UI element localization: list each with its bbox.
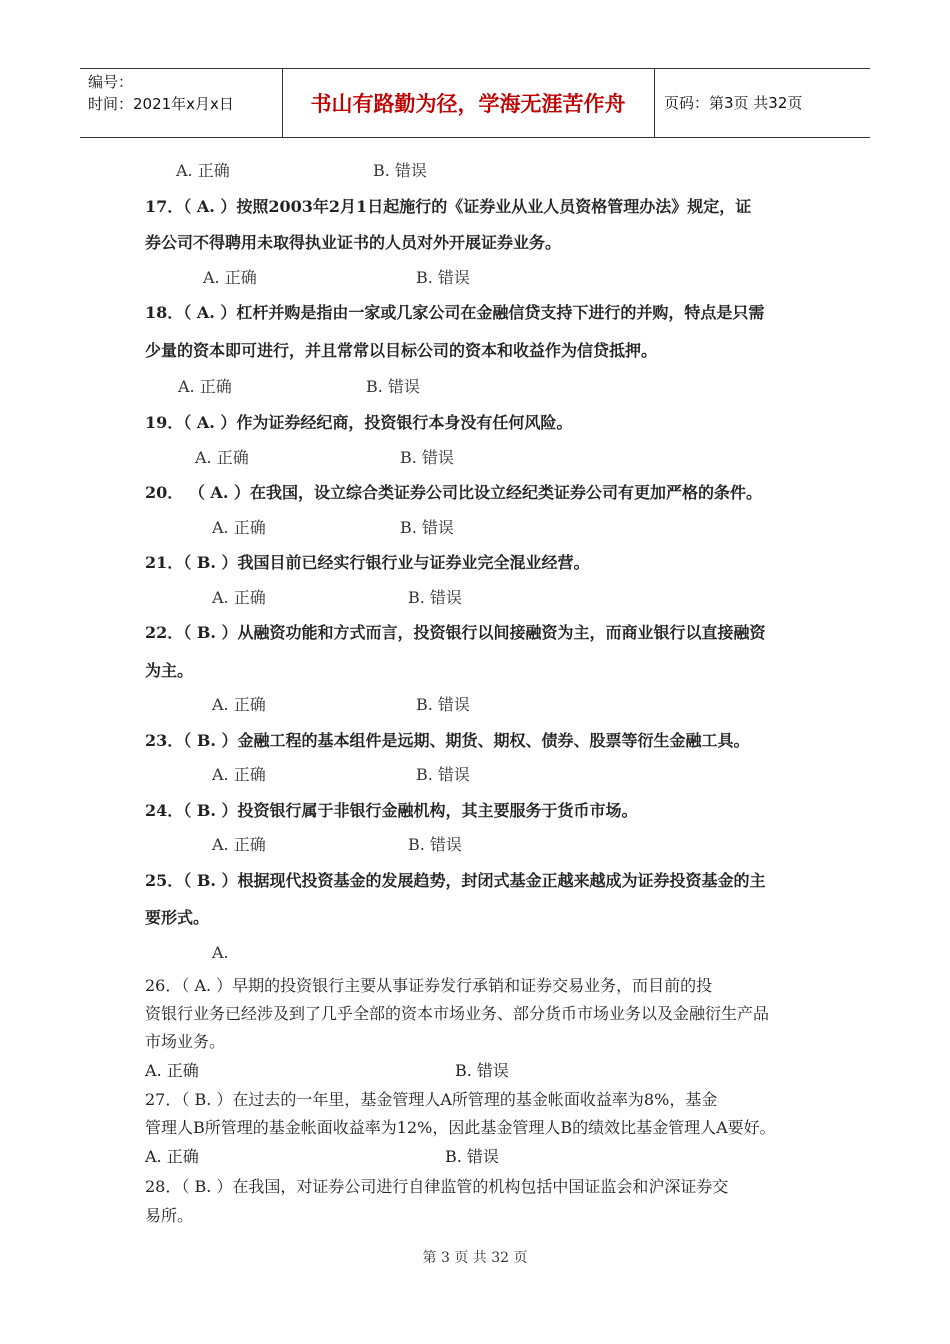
question-17-line-2: 券公司不得聘用未取得执业证书的人员对外开展证券业务。 (145, 233, 562, 252)
question-22-line-1: 22．（ B. ）从融资功能和方式而言，投资银行以间接融资为主，而商业银行以直接融资 (145, 623, 766, 642)
document-time-label: 时间：2021年x月x日 (88, 95, 234, 113)
question-19: 19．（ A. ）作为证券经纪商，投资银行本身没有任何风险。 (145, 413, 573, 432)
question-23: 23．（ B. ）金融工程的基本组件是远期、期货、期权、债券、股票等衍生金融工具。 (145, 731, 750, 750)
option-a: A. 正确 (176, 161, 230, 180)
page-header (80, 68, 870, 138)
option-b: B. 错误 (445, 1147, 499, 1166)
question-26-line-2: 资银行业务已经涉及到了几乎全部的资本市场业务、部分货币市场业务以及金融衍生产品 (145, 1004, 770, 1023)
question-28-line-1: 28．（ B. ）在我国，对证券公司进行自律监管的机构包括中国证监会和沪深证券交 (145, 1177, 729, 1196)
header-slogan: 书山有路勤为径，学海无涯苦作舟 (310, 92, 626, 116)
option-a: A. 正确 (212, 765, 266, 784)
question-26-line-1: 26．（ A. ）早期的投资银行主要从事证券发行承销和证券交易业务，而目前的投 (145, 976, 713, 995)
option-a: A. 正确 (212, 588, 266, 607)
question-22-line-2: 为主。 (145, 661, 194, 680)
option-a: A. 正确 (203, 268, 257, 287)
question-18-line-2: 少量的资本即可进行，并且常常以目标公司的资本和收益作为信贷抵押。 (145, 341, 658, 360)
question-18-line-1: 18．（ A. ）杠杆并购是指由一家或几家公司在金融信贷支持下进行的并购，特点是只需 (145, 303, 765, 322)
question-26-line-3: 市场业务。 (145, 1032, 226, 1051)
option-b: B. 错误 (366, 377, 420, 396)
option-b: B. 错误 (416, 765, 470, 784)
question-21: 21．（ B. ）我国目前已经实行银行业与证券业完全混业经营。 (145, 553, 590, 572)
option-a: A. 正确 (212, 518, 266, 537)
header-divider (654, 69, 655, 137)
document-number-label: 编号： (88, 73, 134, 91)
option-b: B. 错误 (373, 161, 427, 180)
question-27-line-1: 27．（ B. ）在过去的一年里，基金管理人A所管理的基金帐面收益率为8%，基金 (145, 1090, 718, 1109)
option-b: B. 错误 (455, 1061, 509, 1080)
question-25-line-1: 25．（ B. ）根据现代投资基金的发展趋势，封闭式基金正越来越成为证券投资基金的主 (145, 871, 766, 890)
question-27-line-2: 管理人B所管理的基金帐面收益率为12%，因此基金管理人B的绩效比基金管理人A要好。 (145, 1118, 776, 1137)
question-25-line-2: 要形式。 (145, 908, 210, 927)
option-b: B. 错误 (400, 448, 454, 467)
option-a: A. 正确 (178, 377, 232, 396)
option-b: B. 错误 (408, 588, 462, 607)
header-page-info: 页码：第3页 共32页 (664, 94, 803, 112)
question-24: 24．（ B. ）投资银行属于非银行金融机构，其主要服务于货币市场。 (145, 801, 638, 820)
option-b: B. 错误 (416, 695, 470, 714)
page-footer: 第 3 页 共 32 页 (422, 1250, 528, 1266)
question-20: 20． （ A. ）在我国，设立综合类证券公司比设立经纪类证券公司有更加严格的条件。 (145, 483, 762, 502)
option-a: A. 正确 (195, 448, 249, 467)
option-a: A. (212, 943, 229, 962)
question-17-line-1: 17．（ A. ）按照2003年2月1日起施行的《证券业从业人员资格管理办法》规定，证 (145, 197, 752, 216)
option-b: B. 错误 (400, 518, 454, 537)
option-a: A. 正确 (145, 1147, 199, 1166)
option-b: B. 错误 (416, 268, 470, 287)
question-28-line-2: 易所。 (145, 1206, 194, 1225)
option-a: A. 正确 (212, 835, 266, 854)
header-left-cell (88, 71, 234, 115)
option-a: A. 正确 (212, 695, 266, 714)
option-a: A. 正确 (145, 1061, 199, 1080)
option-b: B. 错误 (408, 835, 462, 854)
